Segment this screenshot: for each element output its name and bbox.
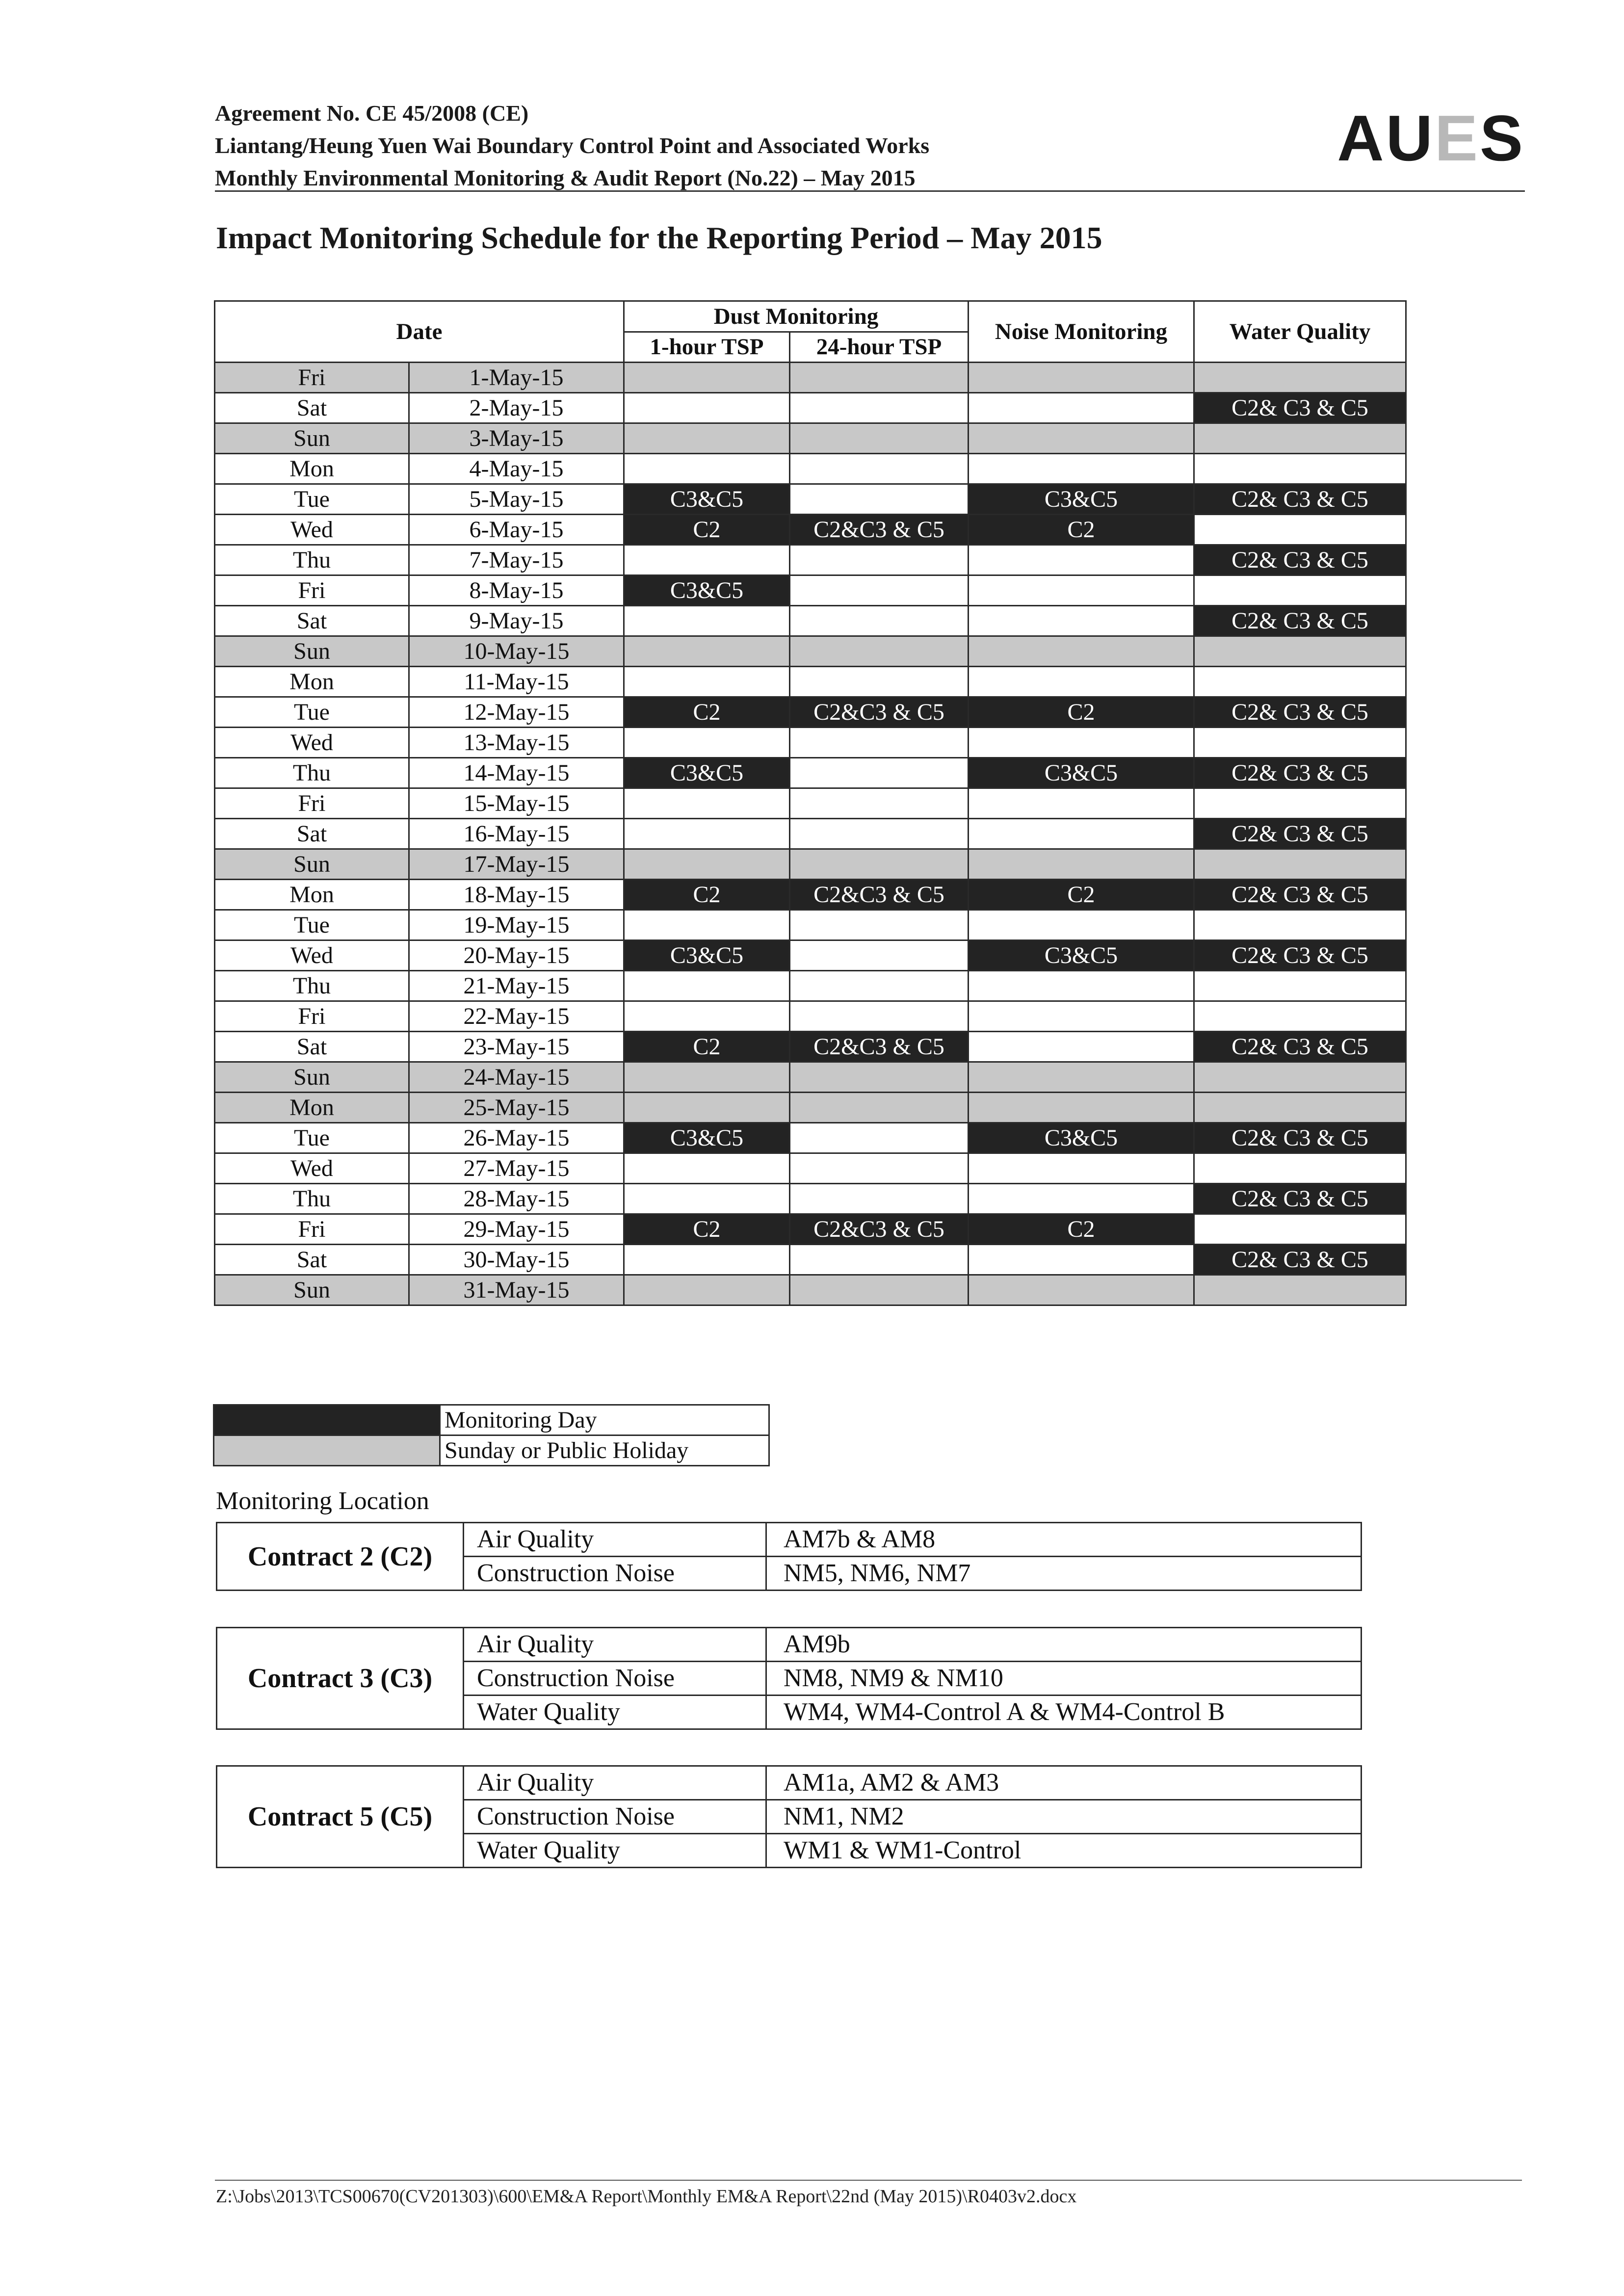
date-cell: 2-May-15 [409,393,624,423]
noise-cell [969,849,1194,880]
date-cell: 31-May-15 [409,1275,624,1305]
day-cell: Wed [215,1153,409,1184]
tsp-1hour-cell [624,1093,790,1123]
noise-cell [969,1184,1194,1214]
noise-cell [969,454,1194,484]
location-value: WM1 & WM1-Control [766,1834,1362,1868]
noise-monitoring-header: Noise Monitoring [969,301,1194,363]
dust-monitoring-header: Dust Monitoring [624,301,969,332]
contract-2-table [216,1522,1362,1591]
tsp-24hour-cell: C2&C3 & C5 [790,880,969,910]
tsp-1hour-cell: C3&C5 [624,1123,790,1153]
schedule-row [215,1123,1406,1153]
contract-name: Contract 3 (C3) [217,1628,464,1729]
water-quality-cell: C2& C3 & C5 [1194,1184,1406,1214]
day-cell: Sat [215,1245,409,1275]
schedule-row [215,515,1406,545]
day-cell: Sat [215,819,409,849]
noise-cell: C2 [969,515,1194,545]
date-cell: 20-May-15 [409,940,624,971]
location-value: NM5, NM6, NM7 [766,1557,1362,1591]
water-quality-cell: C2& C3 & C5 [1194,940,1406,971]
day-cell: Fri [215,575,409,606]
schedule-row [215,423,1406,454]
water-quality-cell: C2& C3 & C5 [1194,1245,1406,1275]
tsp-1hour-cell [624,1062,790,1093]
tsp-24hour-header: 24-hour TSP [790,332,969,363]
water-quality-cell [1194,1093,1406,1123]
schedule-row [215,1245,1406,1275]
holiday-label: Sunday or Public Holiday [440,1435,769,1466]
tsp-1hour-cell [624,1275,790,1305]
tsp-24hour-cell [790,393,969,423]
contract-name: Contract 5 (C5) [217,1766,464,1868]
day-cell: Mon [215,454,409,484]
schedule-row [215,819,1406,849]
date-cell: 7-May-15 [409,545,624,575]
water-quality-cell [1194,788,1406,819]
noise-cell [969,1062,1194,1093]
tsp-24hour-cell [790,1093,969,1123]
contract-5-table [216,1765,1362,1868]
water-quality-cell [1194,1001,1406,1032]
day-cell: Thu [215,1184,409,1214]
tsp-24hour-cell [790,363,969,393]
day-cell: Thu [215,545,409,575]
date-cell: 18-May-15 [409,880,624,910]
tsp-24hour-cell [790,971,969,1001]
legend [213,1404,770,1466]
header-rule [215,190,1525,192]
schedule-row [215,363,1406,393]
schedule-row [215,788,1406,819]
date-cell: 17-May-15 [409,849,624,880]
water-quality-cell: C2& C3 & C5 [1194,880,1406,910]
location-category: Water Quality [464,1834,766,1868]
day-cell: Sun [215,636,409,667]
date-cell: 12-May-15 [409,697,624,728]
noise-cell [969,575,1194,606]
day-cell: Sat [215,1032,409,1062]
tsp-1hour-cell: C3&C5 [624,484,790,515]
noise-cell [969,971,1194,1001]
day-cell: Fri [215,363,409,393]
date-cell: 8-May-15 [409,575,624,606]
schedule-body [215,363,1406,1305]
schedule-row [215,1093,1406,1123]
water-quality-cell [1194,363,1406,393]
tsp-1hour-cell [624,1001,790,1032]
page-title: Impact Monitoring Schedule for the Reporting Period – May 2015 [216,220,1102,255]
noise-cell [969,393,1194,423]
tsp-24hour-cell [790,1245,969,1275]
noise-cell [969,728,1194,758]
location-value: AM1a, AM2 & AM3 [766,1766,1362,1800]
schedule-row [215,545,1406,575]
tsp-24hour-cell: C2&C3 & C5 [790,1214,969,1245]
date-cell: 11-May-15 [409,667,624,697]
schedule-row [215,1153,1406,1184]
tsp-1hour-cell [624,1245,790,1275]
date-cell: 25-May-15 [409,1093,624,1123]
schedule-row [215,728,1406,758]
date-cell: 4-May-15 [409,454,624,484]
schedule-row [215,940,1406,971]
schedule-row [215,575,1406,606]
day-cell: Wed [215,940,409,971]
noise-cell: C2 [969,880,1194,910]
day-cell: Mon [215,667,409,697]
noise-cell [969,819,1194,849]
tsp-24hour-cell [790,819,969,849]
noise-cell [969,667,1194,697]
water-quality-cell: C2& C3 & C5 [1194,606,1406,636]
location-value: NM8, NM9 & NM10 [766,1662,1362,1696]
date-cell: 10-May-15 [409,636,624,667]
tsp-24hour-cell [790,940,969,971]
location-category: Construction Noise [464,1662,766,1696]
noise-cell: C3&C5 [969,940,1194,971]
tsp-24hour-cell [790,575,969,606]
tsp-1hour-cell [624,788,790,819]
date-cell: 21-May-15 [409,971,624,1001]
tsp-24hour-cell [790,1275,969,1305]
day-cell: Sun [215,423,409,454]
water-quality-cell: C2& C3 & C5 [1194,697,1406,728]
water-quality-cell [1194,454,1406,484]
aues-logo: AUES [1337,102,1525,174]
noise-cell [969,636,1194,667]
location-category: Air Quality [464,1766,766,1800]
water-quality-cell [1194,910,1406,940]
contract-name: Contract 2 (C2) [217,1523,464,1591]
tsp-1hour-header: 1-hour TSP [624,332,790,363]
date-cell: 24-May-15 [409,1062,624,1093]
location-value: WM4, WM4-Control A & WM4-Control B [766,1696,1362,1729]
noise-cell [969,1275,1194,1305]
tsp-1hour-cell: C3&C5 [624,940,790,971]
date-cell: 26-May-15 [409,1123,624,1153]
noise-cell [969,1001,1194,1032]
water-quality-cell [1194,971,1406,1001]
report-header [215,97,1525,194]
report-line: Monthly Environmental Monitoring & Audit Report (No.22) – May 2015 [215,165,916,190]
tsp-24hour-cell [790,1062,969,1093]
day-cell: Sun [215,849,409,880]
date-cell: 23-May-15 [409,1032,624,1062]
day-cell: Tue [215,1123,409,1153]
water-quality-cell: C2& C3 & C5 [1194,1123,1406,1153]
date-cell: 27-May-15 [409,1153,624,1184]
water-quality-cell [1194,1214,1406,1245]
location-category: Water Quality [464,1696,766,1729]
schedule-row [215,1184,1406,1214]
water-quality-cell: C2& C3 & C5 [1194,819,1406,849]
tsp-1hour-cell: C2 [624,515,790,545]
noise-cell [969,606,1194,636]
day-cell: Sat [215,393,409,423]
date-cell: 19-May-15 [409,910,624,940]
tsp-1hour-cell: C2 [624,697,790,728]
day-cell: Sun [215,1062,409,1093]
schedule-row [215,636,1406,667]
noise-cell [969,363,1194,393]
footer-rule [215,2180,1522,2181]
water-quality-cell [1194,728,1406,758]
tsp-24hour-cell [790,1184,969,1214]
tsp-24hour-cell [790,1123,969,1153]
date-cell: 9-May-15 [409,606,624,636]
tsp-1hour-cell [624,667,790,697]
noise-cell: C3&C5 [969,758,1194,788]
tsp-24hour-cell [790,849,969,880]
schedule-row [215,971,1406,1001]
noise-cell [969,1153,1194,1184]
day-cell: Mon [215,880,409,910]
day-cell: Sun [215,1275,409,1305]
tsp-1hour-cell [624,606,790,636]
date-cell: 3-May-15 [409,423,624,454]
water-quality-cell: C2& C3 & C5 [1194,758,1406,788]
noise-cell [969,1032,1194,1062]
schedule-row [215,393,1406,423]
water-quality-cell [1194,1153,1406,1184]
day-cell: Sat [215,606,409,636]
schedule-row [215,1062,1406,1093]
tsp-1hour-cell [624,728,790,758]
tsp-1hour-cell: C3&C5 [624,758,790,788]
water-quality-cell: C2& C3 & C5 [1194,545,1406,575]
day-cell: Wed [215,728,409,758]
tsp-24hour-cell: C2&C3 & C5 [790,515,969,545]
water-quality-cell [1194,1062,1406,1093]
date-cell: 5-May-15 [409,484,624,515]
tsp-24hour-cell [790,910,969,940]
schedule-row [215,1001,1406,1032]
tsp-24hour-cell [790,423,969,454]
schedule-row [215,1032,1406,1062]
location-category: Air Quality [464,1523,766,1557]
date-cell: 14-May-15 [409,758,624,788]
water-quality-cell [1194,849,1406,880]
location-value: AM9b [766,1628,1362,1662]
date-header: Date [215,301,624,363]
tsp-24hour-cell [790,545,969,575]
tsp-1hour-cell [624,971,790,1001]
day-cell: Tue [215,910,409,940]
schedule-row [215,880,1406,910]
water-quality-header: Water Quality [1194,301,1406,363]
schedule-row [215,910,1406,940]
noise-cell: C2 [969,1214,1194,1245]
tsp-24hour-cell [790,788,969,819]
schedule-row [215,1214,1406,1245]
day-cell: Thu [215,971,409,1001]
water-quality-cell [1194,423,1406,454]
day-cell: Tue [215,484,409,515]
water-quality-cell: C2& C3 & C5 [1194,393,1406,423]
noise-cell [969,1093,1194,1123]
noise-cell [969,910,1194,940]
water-quality-cell [1194,1275,1406,1305]
day-cell: Thu [215,758,409,788]
contract-3-table [216,1627,1362,1730]
water-quality-cell [1194,667,1406,697]
water-quality-cell [1194,636,1406,667]
project-line: Liantang/Heung Yuen Wai Boundary Control Point and Associated Works [215,133,930,158]
noise-cell: C3&C5 [969,484,1194,515]
monitoring-day-label: Monitoring Day [440,1405,769,1435]
date-cell: 16-May-15 [409,819,624,849]
date-cell: 1-May-15 [409,363,624,393]
monitoring-schedule-table [214,300,1407,1306]
tsp-1hour-cell: C2 [624,880,790,910]
day-cell: Wed [215,515,409,545]
date-cell: 30-May-15 [409,1245,624,1275]
day-cell: Tue [215,697,409,728]
day-cell: Fri [215,1001,409,1032]
day-cell: Fri [215,1214,409,1245]
date-cell: 29-May-15 [409,1214,624,1245]
date-cell: 6-May-15 [409,515,624,545]
tsp-1hour-cell [624,454,790,484]
noise-cell: C3&C5 [969,1123,1194,1153]
tsp-24hour-cell: C2&C3 & C5 [790,697,969,728]
tsp-24hour-cell: C2&C3 & C5 [790,1032,969,1062]
date-cell: 15-May-15 [409,788,624,819]
water-quality-cell [1194,515,1406,545]
location-category: Construction Noise [464,1557,766,1591]
schedule-row [215,606,1406,636]
holiday-swatch [214,1435,440,1466]
location-value: NM1, NM2 [766,1800,1362,1834]
schedule-row [215,454,1406,484]
location-value: AM7b & AM8 [766,1523,1362,1557]
date-cell: 22-May-15 [409,1001,624,1032]
tsp-24hour-cell [790,484,969,515]
tsp-1hour-cell: C3&C5 [624,575,790,606]
water-quality-cell: C2& C3 & C5 [1194,484,1406,515]
noise-cell [969,423,1194,454]
schedule-row [215,697,1406,728]
tsp-24hour-cell [790,667,969,697]
monitoring-location-label: Monitoring Location [216,1487,429,1515]
tsp-24hour-cell [790,728,969,758]
tsp-1hour-cell [624,393,790,423]
noise-cell [969,1245,1194,1275]
location-category: Construction Noise [464,1800,766,1834]
tsp-1hour-cell [624,423,790,454]
date-cell: 13-May-15 [409,728,624,758]
tsp-1hour-cell [624,363,790,393]
tsp-24hour-cell [790,1001,969,1032]
file-path-footer: Z:\Jobs\2013\TCS00670(CV201303)\600\EM&A Report\Monthly EM&A Report\22nd (May 2015)\R0403v2.docx [216,2186,1077,2207]
tsp-24hour-cell [790,1153,969,1184]
tsp-1hour-cell [624,545,790,575]
schedule-row [215,849,1406,880]
water-quality-cell: C2& C3 & C5 [1194,1032,1406,1062]
date-cell: 28-May-15 [409,1184,624,1214]
tsp-1hour-cell [624,1184,790,1214]
tsp-1hour-cell [624,1153,790,1184]
tsp-1hour-cell [624,819,790,849]
tsp-1hour-cell [624,849,790,880]
agreement-line: Agreement No. CE 45/2008 (CE) [215,101,529,126]
tsp-24hour-cell [790,454,969,484]
noise-cell [969,545,1194,575]
noise-cell: C2 [969,697,1194,728]
day-cell: Fri [215,788,409,819]
tsp-24hour-cell [790,636,969,667]
monitoring-day-swatch [214,1405,440,1435]
tsp-1hour-cell [624,636,790,667]
tsp-1hour-cell: C2 [624,1214,790,1245]
tsp-1hour-cell: C2 [624,1032,790,1062]
water-quality-cell [1194,575,1406,606]
schedule-row [215,667,1406,697]
location-category: Air Quality [464,1628,766,1662]
tsp-24hour-cell [790,758,969,788]
tsp-1hour-cell [624,910,790,940]
schedule-row [215,1275,1406,1305]
tsp-24hour-cell [790,606,969,636]
day-cell: Mon [215,1093,409,1123]
schedule-row [215,758,1406,788]
noise-cell [969,788,1194,819]
schedule-row [215,484,1406,515]
